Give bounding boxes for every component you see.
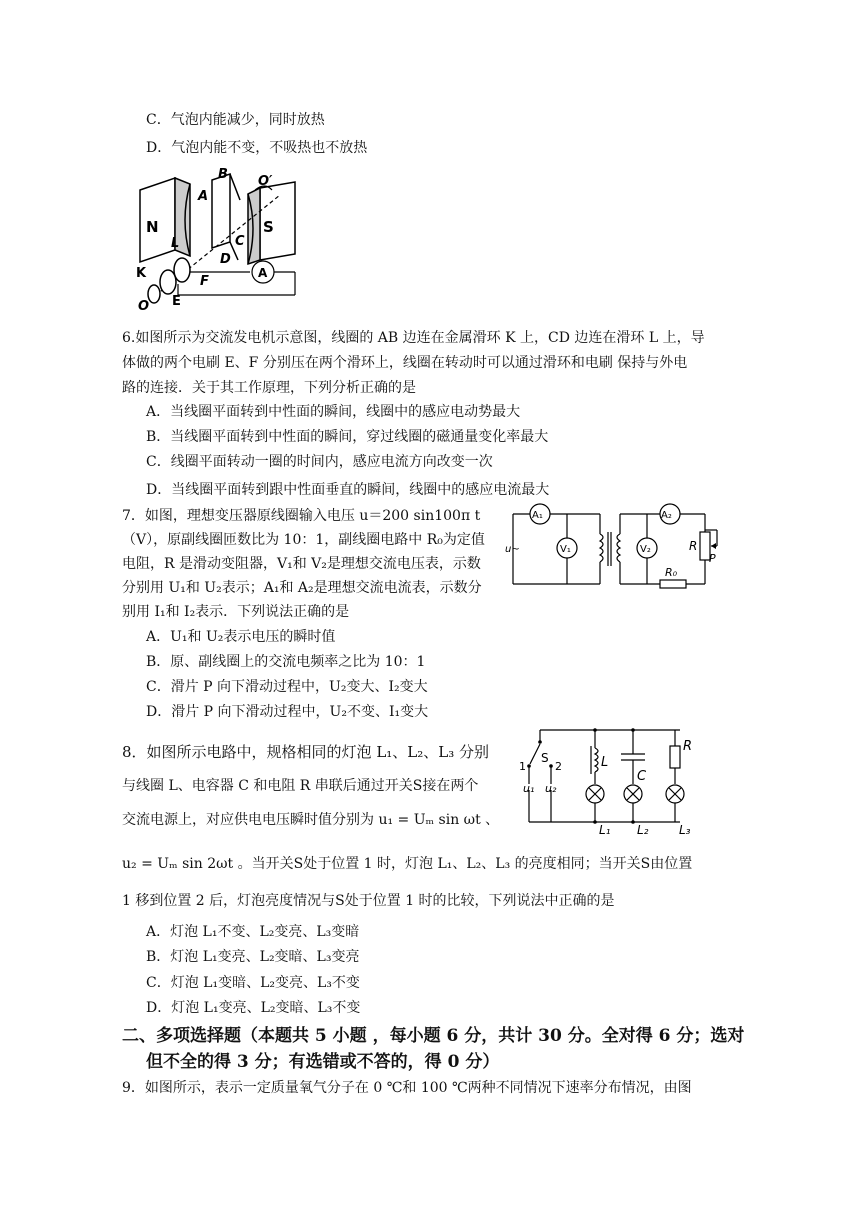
- q9-stem-line1: 9．如图所示，表示一定质量氧气分子在 0 ℃和 100 ℃两种不同情况下速率分布情况，由图: [122, 1080, 692, 1096]
- fig6-label-c: C: [235, 234, 245, 249]
- fig6-label-s: S: [263, 218, 274, 236]
- q8-option-b: B．灯泡 L₁变亮、L₂变暗、L₃变亮: [146, 949, 360, 965]
- fig8-u1-label: u₁: [523, 782, 535, 795]
- fig6-label-l: L: [171, 236, 180, 251]
- q7-option-c: C．滑片 P 向下滑动过程中，U₂变大、I₂变大: [146, 679, 428, 695]
- fig8-switch-label: S: [541, 751, 549, 765]
- lcr-circuit-figure: [515, 722, 705, 834]
- fig7-u-label: u~: [505, 544, 520, 555]
- fig6-label-e: E: [172, 294, 181, 309]
- q8-option-a: A．灯泡 L₁不变、L₂变亮、L₃变暗: [146, 924, 360, 940]
- q5-option-d: D．气泡内能不变，不吸热也不放热: [146, 140, 368, 156]
- q7-option-b: B．原、副线圈上的交流电频率之比为 10：1: [146, 654, 426, 670]
- q6-stem-line3: 路的连接．关于其工作原理，下列分析正确的是: [122, 380, 416, 396]
- q6-option-b: B．当线圈平面转到中性面的瞬间，穿过线圈的磁通量变化率最大: [146, 429, 549, 445]
- fig7-a1-label: A₁: [532, 510, 543, 521]
- q6-option-c: C．线圈平面转动一圈的时间内，感应电流方向改变一次: [146, 454, 493, 470]
- fig7-v1-label: V₁: [560, 544, 571, 555]
- q8-stem-line3: 交流电源上，对应供电电压瞬时值分别为 u₁ = Uₘ sin ωt 、: [122, 812, 500, 828]
- fig8-pos1-label: 1: [519, 760, 526, 773]
- fig6-label-f: F: [200, 274, 209, 289]
- q6-option-d: D．当线圈平面转到跟中性面垂直的瞬间，线圈中的感应电流最大: [146, 482, 550, 498]
- q8-option-d: D．灯泡 L₁变亮、L₂变暗、L₃不变: [146, 1000, 361, 1016]
- q8-stem-line5: 1 移到位置 2 后，灯泡亮度情况与S处于位置 1 时的比较，下列说法中正确的是: [122, 893, 615, 909]
- q7-stem-line4: 分别用 U₁和 U₂表示；A₁和 A₂是理想交流电流表，示数分: [122, 580, 482, 596]
- fig8-l1-label: L₁: [599, 823, 611, 834]
- q7-option-d: D．滑片 P 向下滑动过程中，U₂不变、I₁变大: [146, 704, 429, 720]
- transformer-figure: [505, 500, 725, 600]
- q7-stem-line2: （V），原副线圈匝数比为 10：1，副线圈电路中 R₀为定值: [122, 532, 485, 548]
- fig8-r-label: R: [683, 739, 693, 754]
- fig6-label-o-prime: O′: [258, 174, 273, 189]
- fig8-pos2-label: 2: [555, 760, 562, 773]
- q6-stem-line1: 6.如图所示为交流发电机示意图，线圈的 AB 边连在金属滑环 K 上，CD 边连在滑环 L 上，导: [122, 330, 705, 346]
- fig6-label-b: B: [218, 167, 228, 182]
- fig8-l2-label: L₂: [637, 823, 649, 834]
- fig7-a2-label: A₂: [661, 510, 672, 521]
- q8-stem-line4: u₂ = Uₘ sin 2ωt 。当开关S处于位置 1 时，灯泡 L₁、L₂、L₃ 的亮度相同；当开关S由位置: [122, 856, 693, 872]
- q7-stem-line5: 别用 I₁和 I₂表示．下列说法正确的是: [122, 604, 350, 620]
- fig6-label-a: A: [198, 189, 209, 204]
- fig6-label-d: D: [220, 252, 231, 267]
- fig8-c-label: C: [637, 769, 647, 784]
- fig6-ammeter-label: A: [258, 266, 268, 280]
- fig8-l3-label: L₃: [679, 823, 691, 834]
- q8-stem-line2: 与线圈 L、电容器 C 和电阻 R 串联后通过开关S接在两个: [122, 778, 479, 794]
- fig8-l-label: L: [601, 755, 609, 770]
- fig7-r0-label: R₀: [665, 566, 678, 579]
- q8-stem-line1: 8．如图所示电路中，规格相同的灯泡 L₁、L₂、L₃ 分别: [122, 743, 490, 761]
- q7-stem-line3: 电阻，R 是滑动变阻器，V₁和 V₂是理想交流电压表，示数: [122, 556, 481, 572]
- fig7-v2-label: V₂: [640, 544, 651, 555]
- fig6-label-o: O: [138, 299, 150, 310]
- fig8-u2-label: u₂: [545, 782, 557, 795]
- section2-heading-line1: 二、多项选择题（本题共 5 小题 ，每小题 6 分，共计 30 分。全对得 6 分；选对: [122, 1026, 745, 1046]
- q7-stem-line1: 7．如图，理想变压器原线圈输入电压 u＝200 sin100π t: [122, 508, 481, 524]
- fig7-p-label: P: [709, 552, 716, 565]
- ac-generator-figure: [130, 160, 310, 310]
- q6-stem-line2: 体做的两个电刷 E、F 分别压在两个滑环上，线圈在转动时可以通过滑环和电刷 保持与外电: [122, 355, 688, 371]
- section2-heading-line2: 但不全的得 3 分；有选错或不答的，得 0 分）: [146, 1052, 500, 1072]
- q7-option-a: A．U₁和 U₂表示电压的瞬时值: [146, 629, 336, 645]
- fig6-label-n: N: [146, 218, 159, 236]
- q6-option-a: A．当线圈平面转到中性面的瞬间，线圈中的感应电动势最大: [146, 404, 521, 420]
- q5-option-c: C．气泡内能减少，同时放热: [146, 112, 325, 128]
- fig6-label-k: K: [136, 266, 147, 281]
- q8-option-c: C．灯泡 L₁变暗、L₂变亮、L₃不变: [146, 975, 360, 991]
- fig7-r-label: R: [689, 539, 698, 553]
